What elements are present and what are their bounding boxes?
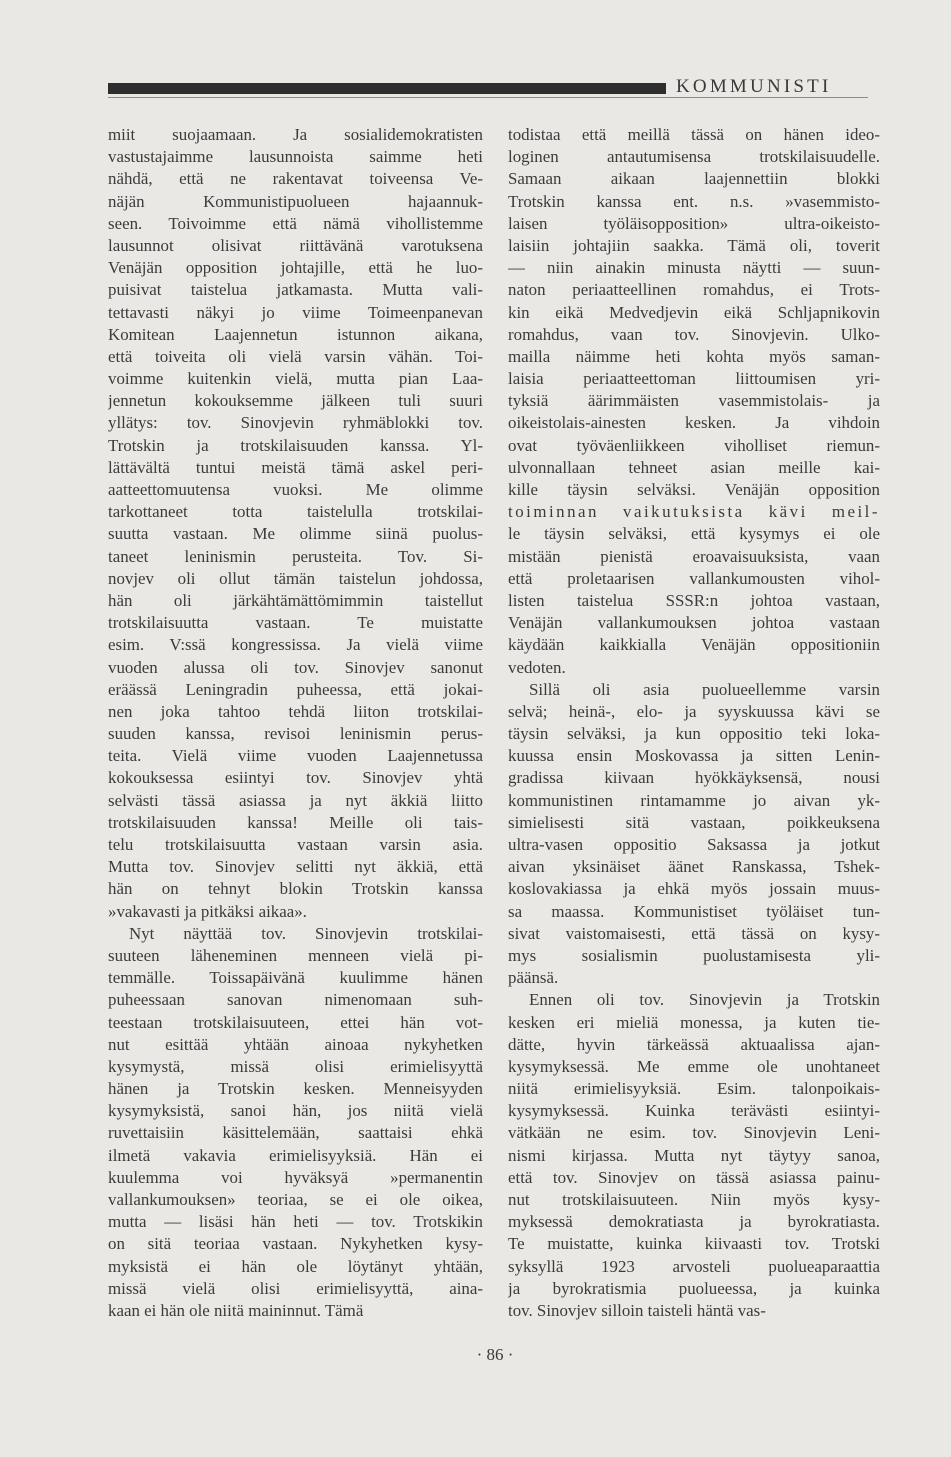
text-line: tyksiä äärimmäisten vasemmistolais- ja [508, 391, 880, 411]
text-line: dätte, hyvin tärkeässä aktuaalissa ajan- [508, 1034, 880, 1054]
text-line: ultra-vasen oppositio Saksassa ja jotkut [508, 835, 880, 854]
text-line: laisiin johtajiin saakka. Tämä oli, toverit [508, 235, 880, 255]
text-line: Samaan aikaan laajennettiin blokki [508, 169, 880, 189]
text-line: ulvonnallaan tehneet asian meille kai- [508, 457, 880, 477]
text-line: mailla näimme heti kohta myös saman- [508, 346, 880, 366]
text-line: seen. Toivoimme että nämä vihollistemme [108, 213, 483, 233]
text-line: — niin ainakin minusta näytti — suun- [508, 258, 880, 278]
text-line: Venäjän opposition johtajille, että he luo- [108, 258, 483, 278]
text-line: sivat vaistomaisesti, että tässä on kysy- [508, 923, 880, 943]
text-line: nut trotskilaisuuteen. Niin myös kysy- [508, 1190, 880, 1209]
text-line: Komitean Laajennetun istunnon aikana, [108, 324, 483, 344]
page-number: · 86 · [476, 1345, 514, 1364]
text-line: ja byrokratismia puolueessa, ja kuinka [508, 1278, 880, 1298]
text-line: novjev oli ollut tämän taistelun johdossa, [108, 568, 483, 588]
text-line: kokouksessa esiintyi tov. Sinovjev yhtä [108, 768, 483, 788]
text-line: gradissa kiivaan hyökkäyksensä, nousi [508, 768, 880, 788]
text-line: kysymyksessä. Me emme ole unohtaneet [508, 1056, 880, 1076]
text-line: miit suojaamaan. Ja sosialidemokratisten [108, 125, 483, 144]
text-line: mistään pienistä eroavaisuuksista, vaan [508, 546, 880, 566]
text-line: »vakavasti ja pitkäksi aikaa». [108, 901, 307, 921]
text-line: myksistä ei hän ole löytänyt yhtään, [108, 1256, 483, 1276]
text-line: missä vielä olisi erimielisyyttä, aina- [108, 1278, 483, 1298]
running-title: KOMMUNISTI [676, 76, 832, 97]
text-line: vastustajaimme lausunnoista saimme heti [108, 147, 483, 167]
text-line: jennetun kokouksemme jälkeen tuli suuri [108, 391, 483, 411]
text-line: vätkään ne esim. tov. Sinovjevin Leni- [508, 1123, 880, 1143]
text-line: Te muistatte, kuinka kiivaasti tov. Trotski [508, 1234, 880, 1254]
text-line: nen joka tahtoo tehdä liiton trotskilai- [108, 701, 483, 721]
text-line: Venäjän vallankumouksen johtoa vastaan [508, 613, 880, 633]
text-line: suutta vastaan. Me olimme siinä puolus- [108, 524, 483, 544]
text-line: vallankumouksen» teoriaa, se ei ole oikea, [108, 1190, 483, 1209]
text-line: puisivat taistelua jatkamasta. Mutta vali- [108, 280, 483, 300]
text-line: Trotskin kanssa ent. n.s. »vasemmisto- [508, 191, 880, 211]
text-line: on sitä teoriaa vastaan. Nykyhetken kysy- [108, 1234, 483, 1254]
text-line: simielisesti sitä vastaan, poikkeuksena [508, 812, 880, 832]
text-line: mutta — lisäsi hän heti — tov. Trotskikin [108, 1212, 483, 1232]
text-line: niitä erimielisyyksiä. Esim. talonpoikais- [508, 1079, 880, 1099]
text-line: sa maassa. Kommunistiset työläiset tun- [508, 901, 880, 921]
text-line: loginen antautumisensa trotskilaisuudelle. [508, 147, 880, 167]
text-line: laisen työläisopposition» ultra-oikeisto- [508, 213, 880, 233]
text-line: nähdä, että ne rakentavat toiveensa Ve- [108, 169, 483, 189]
text-line: taneet leninismin perusteita. Tov. Si- [108, 546, 483, 566]
text-line: että tov. Sinovjev on tässä asiassa painu- [508, 1167, 880, 1187]
text-line: mys sosialismin puolustamisesta yli- [508, 945, 880, 965]
text-line: toiminnan vaikutuksista kävi meil- [508, 502, 880, 522]
text-line: nismi kirjassa. Mutta nyt täytyy sanoa, [508, 1145, 880, 1165]
left-text-column [108, 124, 483, 1322]
text-line: Ennen oli tov. Sinovjevin ja Trotskin [529, 990, 880, 1010]
text-line: kuulemma voi hyväksyä »permanentin [108, 1167, 483, 1187]
text-line: lättävältä tuntui meistä tämä askel peri- [108, 457, 483, 477]
text-line: aatteettomuutensa vuoksi. Me olimme [108, 480, 483, 499]
text-line: trotskilaisuutta vastaan. Te muistatte [108, 613, 483, 633]
text-line: kin eikä Medvedjevin eikä Schljapnikovin [508, 302, 880, 322]
text-line: täysin selväksi, ja kun oppositio teki loka- [508, 724, 880, 744]
text-line: todistaa että meillä tässä on hänen ideo- [508, 125, 880, 144]
text-line: hän oli järkähtämättömimmin taistellut [108, 590, 483, 610]
text-line: Nyt näyttää tov. Sinovjevin trotskilai- [129, 923, 483, 943]
text-line: eräässä Leningradin puheessa, että jokai- [108, 679, 483, 699]
text-line: kysymyksessä. Kuinka terävästi esiintyi- [508, 1101, 880, 1121]
text-line: suuden kanssa, revisoi leninismin perus- [108, 724, 483, 744]
text-line: ovat työväenliikkeen viholliset riemun- [508, 435, 880, 455]
text-line: vedoten. [508, 657, 566, 677]
text-line: romahdus, vaan tov. Sinovjevin. Ulko- [508, 324, 880, 344]
text-line: koslovakiassa ja ehkä myös jossain muus- [508, 879, 880, 899]
text-line: selvä; heinä-, elo- ja syyskuussa kävi se [508, 701, 880, 721]
text-line: le täysin selväksi, että kysymys ei ole [508, 524, 880, 544]
text-line: kysymyksistä, sanoi hän, jos niitä vielä [108, 1101, 483, 1121]
text-line: käydään kaikkialla Venäjän oppositioniin [508, 635, 880, 655]
text-line: aivan yksinäiset äänet Ranskassa, Tshek- [508, 857, 880, 877]
text-line: myksessä demokratiasta ja byrokratiasta. [508, 1212, 880, 1232]
text-line: ilmetä vakavia erimielisyyksiä. Hän ei [108, 1145, 483, 1165]
text-line: esim. V:ssä kongressissa. Ja vielä viime [108, 635, 483, 655]
text-line: teita. Vielä viime vuoden Laajennetussa [108, 746, 483, 766]
text-line: puheessaan sanovan nimenomaan suh- [108, 990, 483, 1010]
text-line: Mutta tov. Sinovjev selitti nyt äkkiä, että [108, 857, 483, 877]
text-line: kysymystä, missä olisi erimielisyyttä [108, 1056, 483, 1076]
text-line: selvästi tässä asiassa ja nyt äkkiä liitto [108, 790, 483, 810]
text-line: päänsä. [508, 968, 559, 988]
text-line: kille täysin selväksi. Venäjän opposition [508, 480, 880, 499]
text-line: laisia periaatteettoman liittoumisen yri- [508, 369, 880, 389]
text-line: oikeistolais-ainesten kesken. Ja vihdoin [508, 413, 880, 433]
text-line: yllätys: tov. Sinovjevin ryhmäblokki tov. [108, 413, 483, 433]
text-line: hän on tehnyt blokin Trotskin kanssa [108, 879, 483, 899]
text-line: temmälle. Toissapäivänä kuulimme hänen [108, 968, 483, 988]
text-line: kaan ei hän ole niitä maininnut. Tämä [108, 1300, 364, 1320]
text-line: vuoden alussa oli tov. Sinovjev sanonut [108, 657, 483, 677]
text-line: tov. Sinovjev silloin taisteli häntä vas- [508, 1300, 766, 1320]
text-line: naton periaatteellinen romahdus, ei Trots- [508, 280, 880, 300]
text-line: ruvettaisiin käsittelemään, saattaisi ehkä [108, 1123, 483, 1143]
text-line: tettavasti näkyi jo viime Toimeenpanevan [108, 302, 483, 322]
right-text-column [508, 124, 880, 1322]
text-line: trotskilaisuuden kanssa! Meille oli tais- [108, 812, 483, 832]
text-line: tarkottaneet totta taistelulla trotskilai- [108, 502, 483, 522]
text-line: että proletaarisen vallankumousten vihol- [508, 568, 880, 588]
text-line: että toiveita oli vielä varsin vähän. Toi- [108, 346, 483, 366]
text-line: syksyllä 1923 arvosteli puolueaparaattia [508, 1256, 880, 1276]
text-line: kuussa ensin Moskovassa ja sitten Lenin- [508, 746, 880, 766]
text-line: kommunistinen rintamamme jo aivan yk- [508, 790, 880, 810]
text-line: Sillä oli asia puolueellemme varsin [529, 679, 880, 699]
text-line: listen taistelua SSSR:n johtoa vastaan, [508, 590, 880, 610]
text-line: kesken eri mieliä monessa, ja kuten tie- [508, 1012, 880, 1032]
text-line: näjän Kommunistipuolueen hajaannuk- [108, 191, 483, 211]
text-line: Trotskin ja trotskilaisuuden kanssa. Yl- [108, 435, 483, 455]
text-line: telu trotskilaisuutta vastaan varsin asia. [108, 835, 483, 854]
text-line: hänen ja Trotskin kesken. Menneisyyden [108, 1079, 483, 1099]
text-line: voimme kuitenkin vielä, mutta pian Laa- [108, 369, 483, 389]
text-line: teestaan trotskilaisuuteen, ettei hän vot- [108, 1012, 483, 1032]
text-line: suuteen läheneminen menneen vielä pi- [108, 945, 483, 965]
header-thick-rule [108, 83, 666, 94]
text-line: nut esittää yhtään ainoaa nykyhetken [108, 1034, 483, 1054]
text-line: lausunnot olisivat riittävänä varotuksena [108, 235, 483, 255]
